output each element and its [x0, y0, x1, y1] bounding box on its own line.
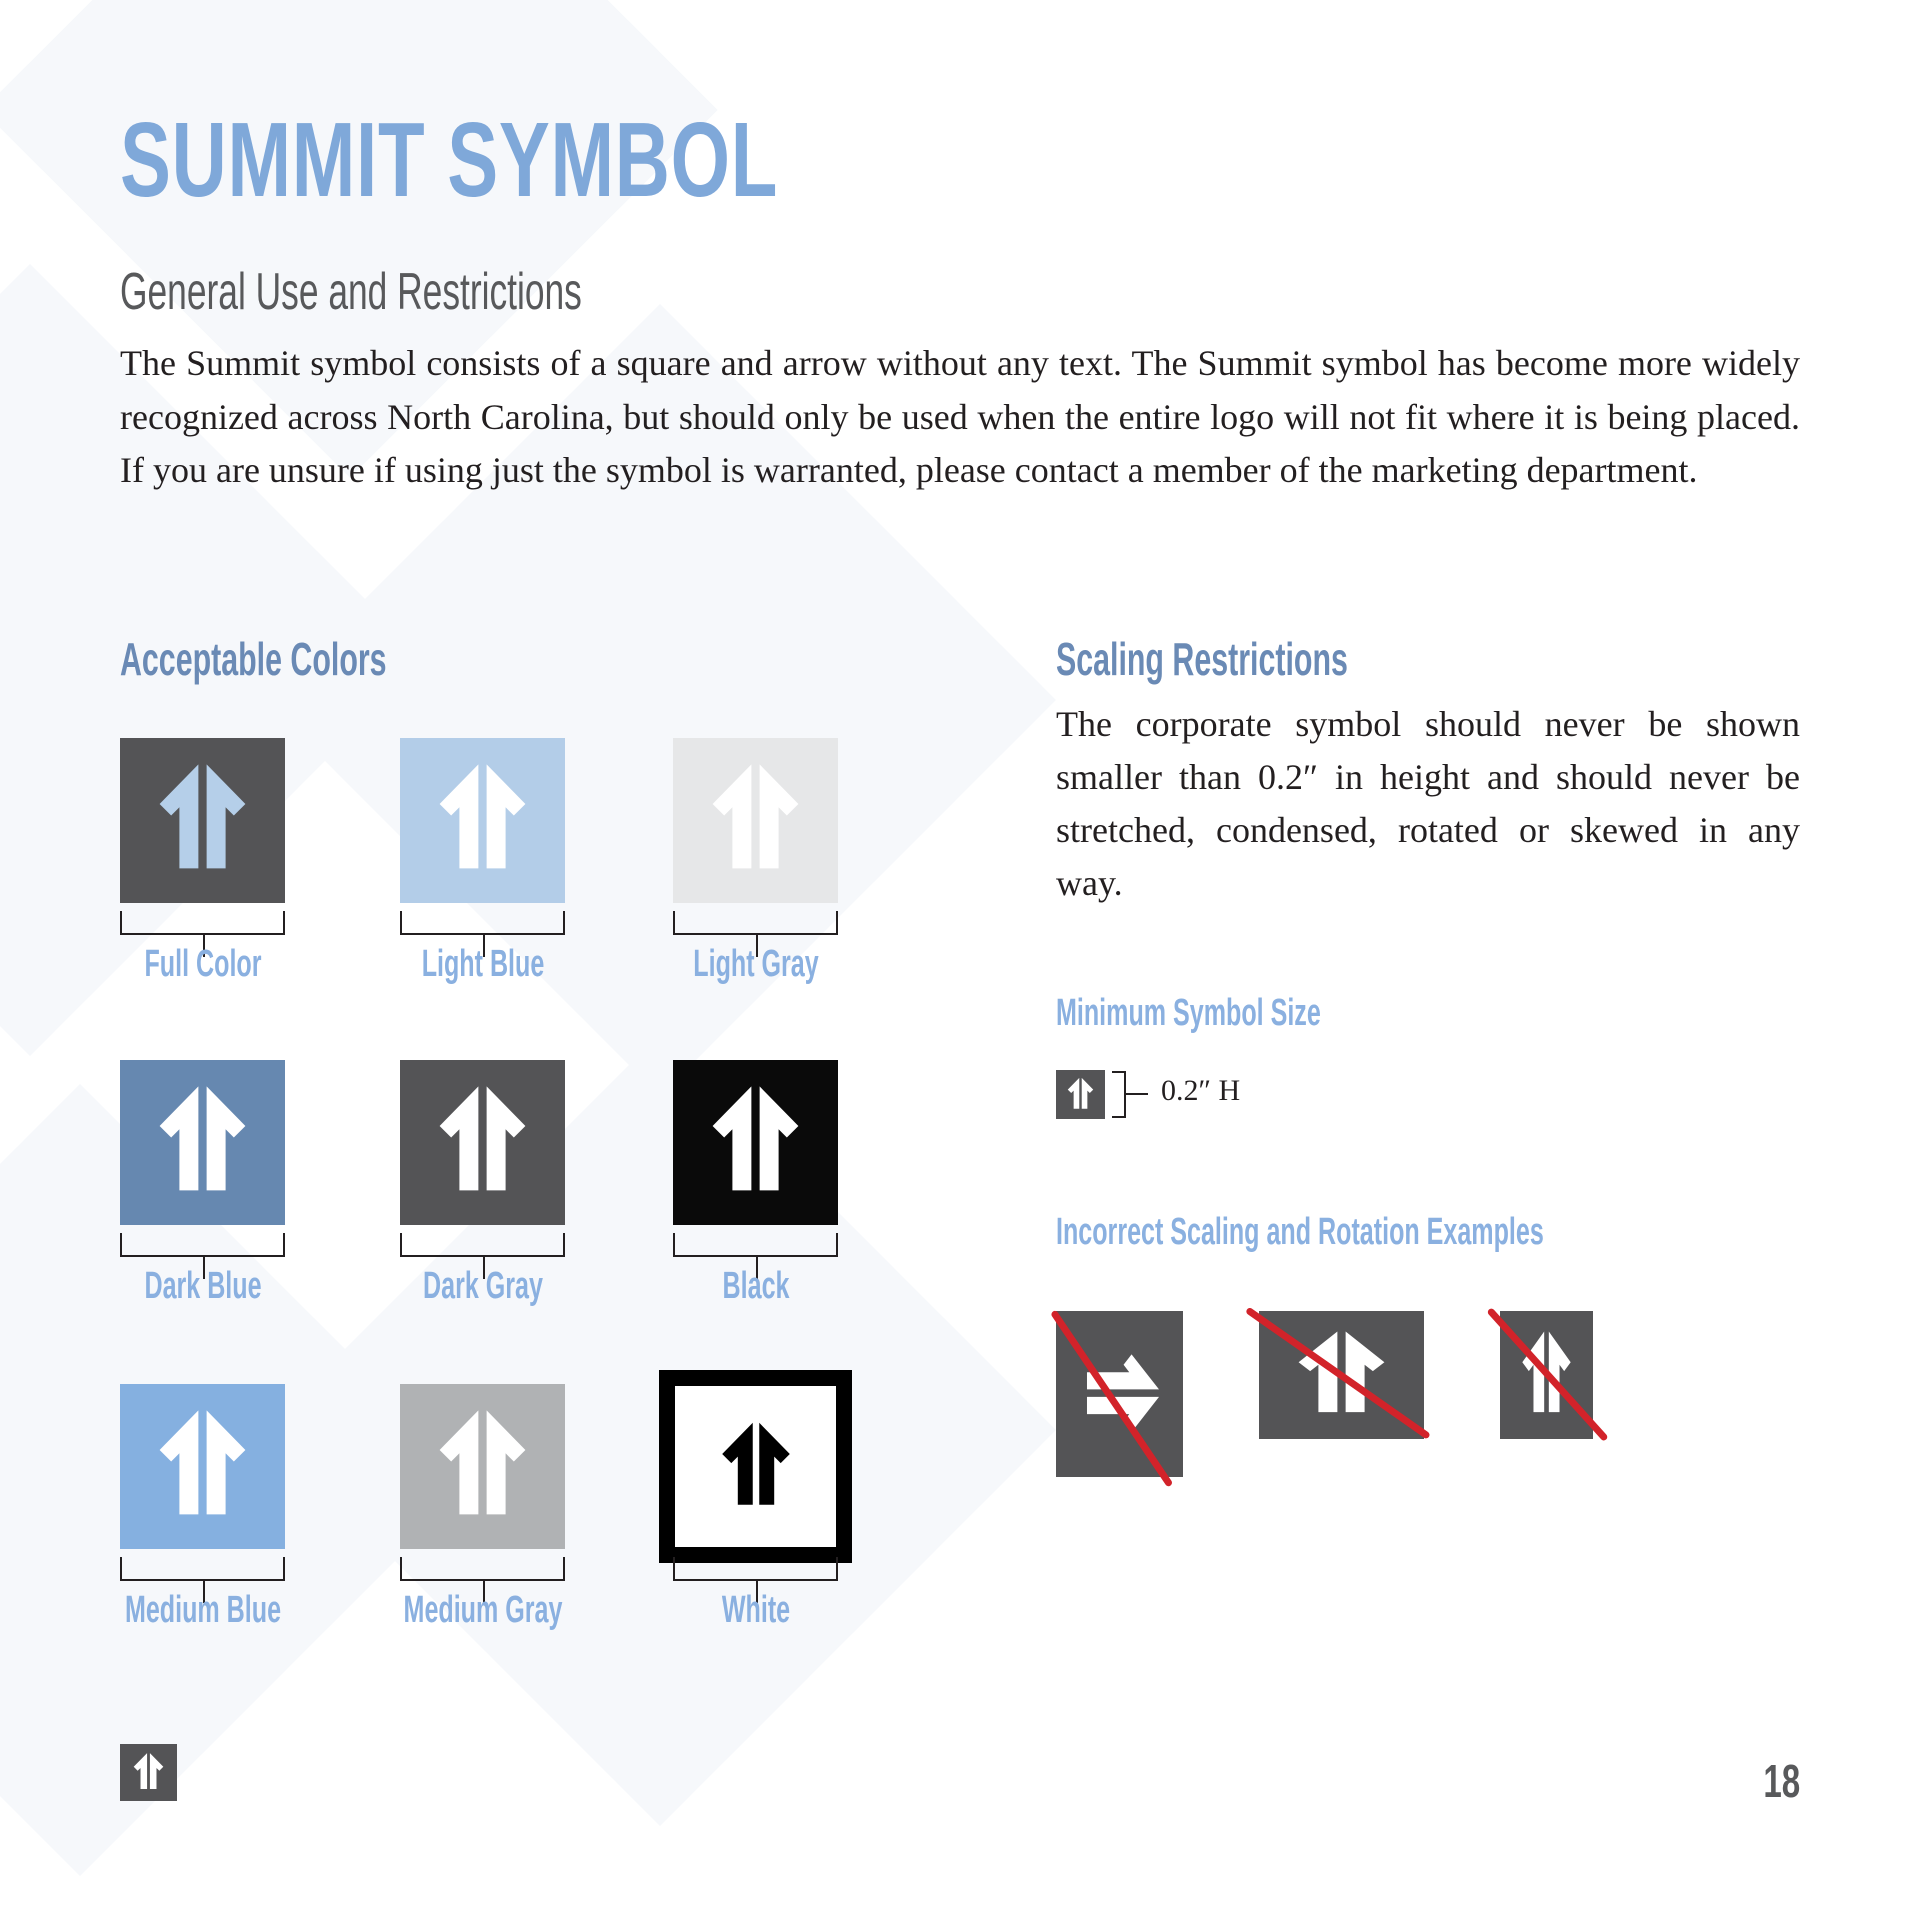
summit-arrow-icon [673, 738, 838, 903]
color-label: White [721, 1589, 790, 1631]
summit-arrow-icon [400, 1060, 565, 1225]
incorrect-examples-heading: Incorrect Scaling and Rotation Examples [1056, 1211, 1544, 1253]
color-variant-tile [400, 738, 565, 985]
color-variant-tile [400, 1384, 565, 1631]
minimum-size-heading: Minimum Symbol Size [1056, 992, 1321, 1034]
size-bracket-tick [1126, 1093, 1148, 1095]
summit-arrow-icon [673, 1060, 838, 1225]
symbol-swatch [400, 1384, 565, 1549]
scaling-restrictions-heading: Scaling Restrictions [1056, 633, 1348, 685]
color-label: Dark Blue [143, 1265, 262, 1307]
summit-arrow-icon [120, 738, 285, 903]
rotated-arrow-icon [1056, 1311, 1183, 1477]
color-variant-tile [673, 1384, 838, 1631]
acceptable-colors-heading: Acceptable Colors [120, 633, 387, 685]
symbol-swatch [400, 738, 565, 903]
color-label: Dark Gray [422, 1265, 543, 1307]
color-variant-tile [120, 738, 285, 985]
color-variant-tile [120, 1060, 285, 1307]
symbol-swatch [120, 1060, 285, 1225]
page-number: 18 [1763, 1755, 1800, 1807]
page-title: SUMMIT SYMBOL [120, 101, 779, 219]
summit-arrow-icon [120, 1744, 177, 1801]
symbol-swatch [673, 738, 838, 903]
color-label: Full Color [143, 943, 262, 985]
summit-arrow-icon [400, 1384, 565, 1549]
summit-arrow-icon [1056, 1070, 1105, 1119]
summit-arrow-icon [400, 738, 565, 903]
symbol-swatch [400, 1060, 565, 1225]
summit-arrow-icon [120, 1060, 285, 1225]
summit-arrow-icon [691, 1402, 821, 1532]
color-label: Black [722, 1265, 789, 1307]
symbol-swatch [120, 1384, 285, 1549]
color-variant-tile [120, 1384, 285, 1631]
scaling-paragraph: The corporate symbol should never be shown smaller than 0.2″ in height and should never be stretched, condensed, rotated or skewed in any way. [1056, 704, 1800, 903]
section-subtitle: General Use and Restrictions [120, 263, 582, 321]
summit-arrow-icon [120, 1384, 285, 1549]
color-label: Light Gray [692, 943, 819, 985]
size-bracket [1112, 1071, 1126, 1118]
color-label: Medium Gray [403, 1589, 562, 1631]
color-variant-tile [673, 738, 838, 985]
color-variant-tile [673, 1060, 838, 1307]
color-variant-tile [400, 1060, 565, 1307]
footer-symbol [120, 1744, 177, 1801]
incorrect-rotated-example [1056, 1311, 1183, 1477]
color-label: Medium Blue [124, 1589, 281, 1631]
symbol-swatch [659, 1370, 852, 1563]
minimum-size-label: 0.2″ H [1161, 1074, 1241, 1107]
intro-paragraph: The Summit symbol consists of a square and arrow without any text. The Summit symbol has become more widely recognized across North Carolina, but should only be used when the entire logo will not fit where it is being placed. If you are unsure if using just the symbol is warranted, please contact a member of the marketing department. [120, 343, 1800, 490]
minimum-size-symbol [1056, 1070, 1105, 1119]
color-label: Light Blue [421, 943, 544, 985]
symbol-swatch [673, 1060, 838, 1225]
symbol-swatch [120, 738, 285, 903]
